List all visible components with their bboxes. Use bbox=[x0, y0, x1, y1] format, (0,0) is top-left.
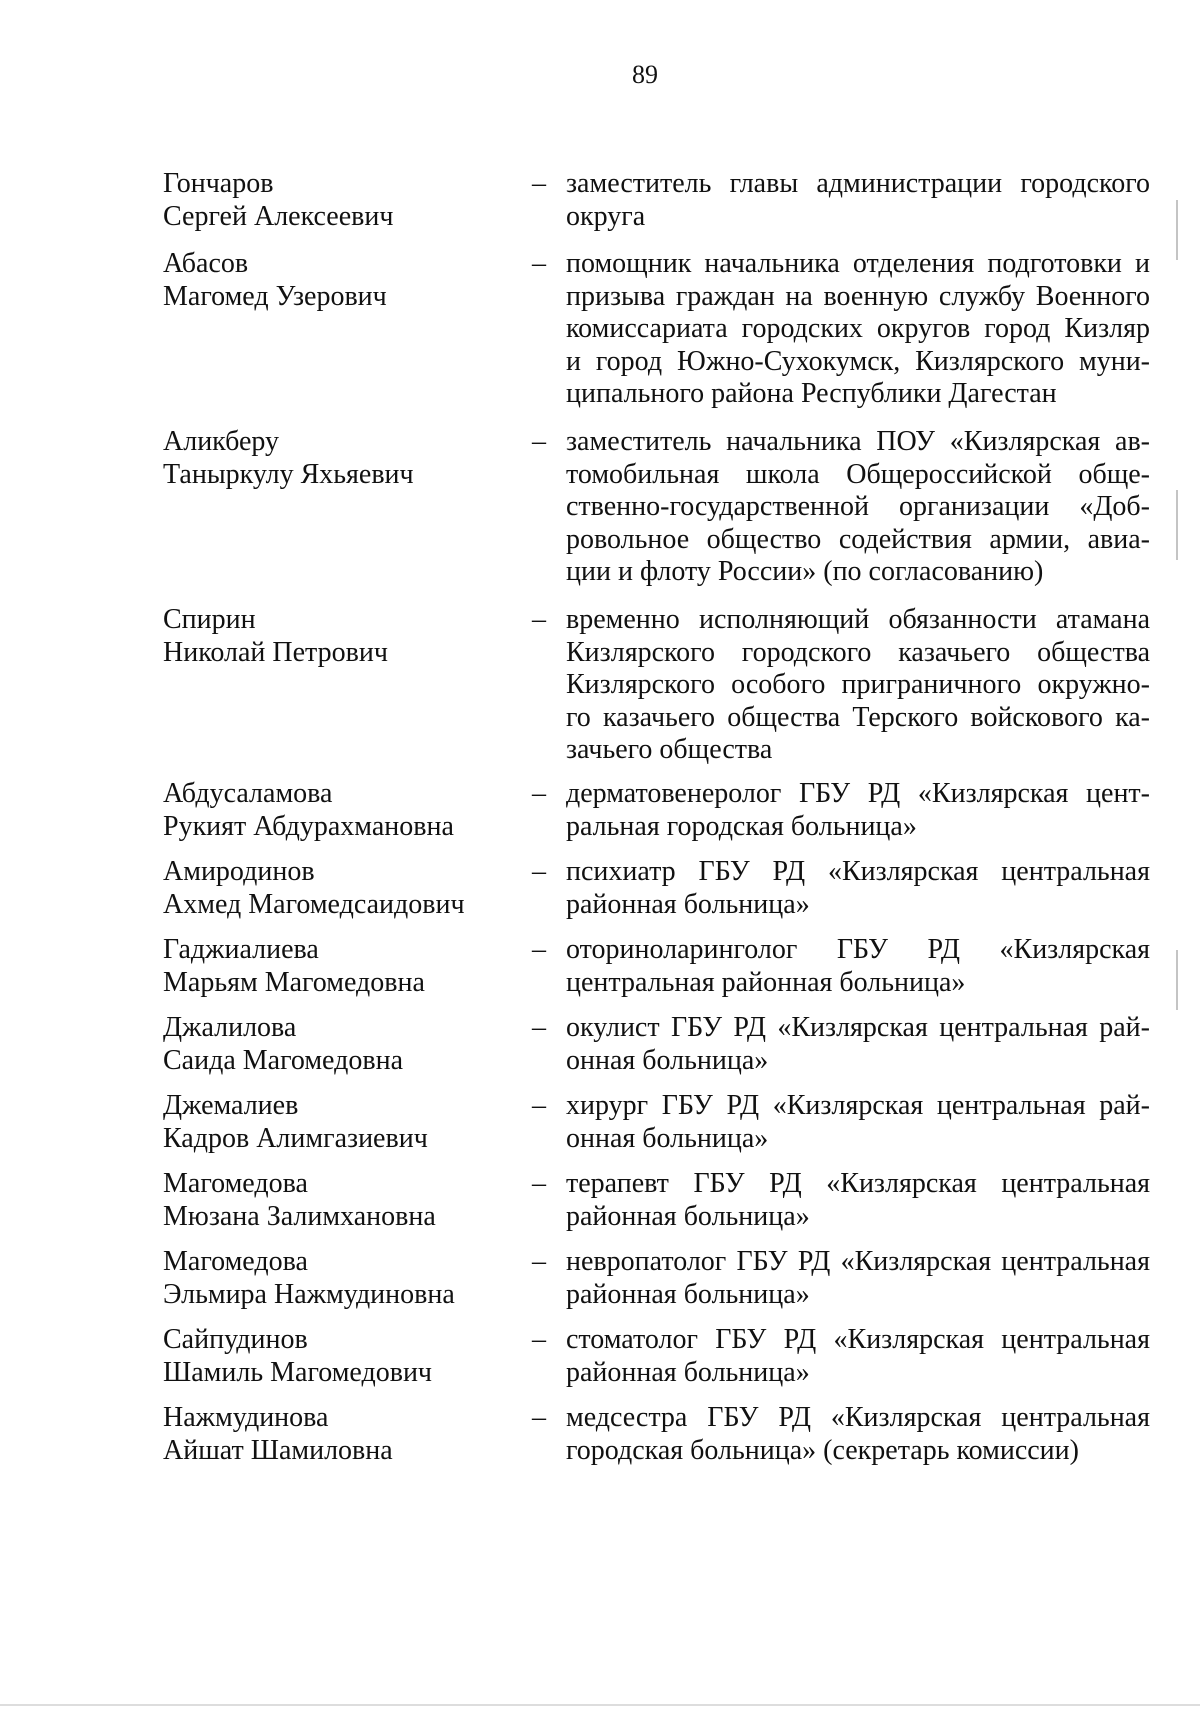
member-position-line: онная больница» bbox=[566, 1122, 769, 1154]
member-position-line: терапевт ГБУ РД «Кизлярская центральная bbox=[566, 1168, 1150, 1199]
member-given-names: Саида Магомедовна bbox=[163, 1044, 403, 1076]
member-name bbox=[163, 1168, 523, 1233]
member-position-line: ральная городская больница» bbox=[566, 810, 917, 842]
entry-dash: – bbox=[532, 1090, 546, 1121]
entry-dash: – bbox=[532, 856, 546, 887]
member-name bbox=[163, 778, 523, 843]
scan-edge-mark bbox=[1176, 200, 1178, 260]
scan-edge-mark bbox=[1176, 950, 1178, 1010]
entry-dash: – bbox=[532, 1324, 546, 1355]
entry-dash: – bbox=[532, 604, 546, 635]
member-surname: Спирин bbox=[163, 604, 256, 635]
member-position-line: Кизлярского особого приграничного окружно- bbox=[566, 669, 1150, 700]
member-position-line: районная больница» bbox=[566, 888, 810, 920]
member-position-line: помощник начальника отделения подготовки и bbox=[566, 248, 1150, 279]
member-position-line: дерматовенеролог ГБУ РД «Кизлярская цент- bbox=[566, 778, 1150, 809]
member-given-names: Николай Петрович bbox=[163, 636, 388, 668]
member-given-names: Магомед Узерович bbox=[163, 280, 387, 312]
member-position-line: Кизлярского городского казачьего общества bbox=[566, 636, 1150, 668]
member-position bbox=[566, 1324, 1150, 1389]
member-position bbox=[566, 1402, 1150, 1467]
member-position bbox=[566, 1246, 1150, 1311]
member-position-line: психиатр ГБУ РД «Кизлярская центральная bbox=[566, 856, 1150, 887]
member-name bbox=[163, 426, 523, 491]
member-given-names: Эльмира Нажмудиновна bbox=[163, 1278, 455, 1310]
member-position-line: онная больница» bbox=[566, 1044, 769, 1076]
member-position-line: и город Южно-Сухокумск, Кизлярского муни- bbox=[566, 345, 1150, 377]
member-position bbox=[566, 1168, 1150, 1233]
member-name bbox=[163, 856, 523, 921]
member-position bbox=[566, 778, 1150, 843]
member-position-line: ственно-государственной организации «Доб- bbox=[566, 491, 1150, 522]
member-position-line: оториноларинголог ГБУ РД «Кизлярская bbox=[566, 934, 1150, 965]
member-surname: Магомедова bbox=[163, 1168, 308, 1199]
member-position-line: районная больница» bbox=[566, 1278, 810, 1310]
member-position-line: призыва граждан на военную службу Военного bbox=[566, 280, 1150, 312]
member-position-line: районная больница» bbox=[566, 1356, 810, 1388]
member-position-line: ципального района Республики Дагестан bbox=[566, 378, 1057, 409]
member-given-names: Марьям Магомедовна bbox=[163, 966, 425, 998]
member-position-line: заместитель начальника ПОУ «Кизлярская ав- bbox=[566, 426, 1150, 457]
member-position-line: заместитель главы администрации городского bbox=[566, 168, 1150, 199]
member-surname: Магомедова bbox=[163, 1246, 308, 1277]
member-surname: Сайпудинов bbox=[163, 1324, 308, 1355]
member-position-line: ции и флоту России» (по согласованию) bbox=[566, 556, 1044, 587]
member-given-names: Сергей Алексеевич bbox=[163, 200, 394, 232]
member-position bbox=[566, 1012, 1150, 1077]
member-name bbox=[163, 1324, 523, 1389]
member-position-line: медсестра ГБУ РД «Кизлярская центральная bbox=[566, 1402, 1150, 1433]
entry-dash: – bbox=[532, 1402, 546, 1433]
entry-dash: – bbox=[532, 1012, 546, 1043]
member-given-names: Айшат Шамиловна bbox=[163, 1434, 393, 1466]
member-given-names: Кадров Алимгазиевич bbox=[163, 1122, 428, 1154]
member-name bbox=[163, 1012, 523, 1077]
member-surname: Джемалиев bbox=[163, 1090, 299, 1121]
entry-dash: – bbox=[532, 778, 546, 809]
member-given-names: Рукият Абдурахмановна bbox=[163, 810, 454, 842]
member-position bbox=[566, 1090, 1150, 1155]
member-position-line: временно исполняющий обязанности атамана bbox=[566, 604, 1150, 635]
member-surname: Аликберу bbox=[163, 426, 280, 457]
scan-edge-mark bbox=[0, 1704, 1200, 1706]
member-position-line: го казачьего общества Терского войскового ка- bbox=[566, 701, 1150, 733]
member-position bbox=[566, 426, 1150, 589]
member-position-line: томобильная школа Общероссийской обще- bbox=[566, 458, 1150, 490]
scan-edge-mark bbox=[1176, 490, 1178, 560]
entry-dash: – bbox=[532, 1246, 546, 1277]
member-name bbox=[163, 1402, 523, 1467]
member-position bbox=[566, 856, 1150, 921]
member-surname: Нажмудинова bbox=[163, 1402, 329, 1433]
member-surname: Амиродинов bbox=[163, 856, 315, 887]
member-position-line: районная больница» bbox=[566, 1200, 810, 1232]
member-position-line: ровольное общество содействия армии, авиа- bbox=[566, 523, 1150, 555]
member-position bbox=[566, 604, 1150, 767]
member-given-names: Мюзана Залимхановна bbox=[163, 1200, 436, 1232]
entry-dash: – bbox=[532, 168, 546, 199]
member-position bbox=[566, 248, 1150, 411]
member-position-line: центральная районная больница» bbox=[566, 966, 966, 998]
member-surname: Абдусаламова bbox=[163, 778, 333, 809]
member-position bbox=[566, 168, 1150, 233]
member-name bbox=[163, 604, 523, 669]
member-position-line: зачьего общества bbox=[566, 734, 773, 765]
member-position-line: комиссариата городских округов город Кизляр bbox=[566, 313, 1150, 344]
member-name bbox=[163, 934, 523, 999]
member-surname: Джалилова bbox=[163, 1012, 297, 1043]
member-position-line: хирург ГБУ РД «Кизлярская центральная рай- bbox=[566, 1090, 1150, 1121]
member-position-line: стоматолог ГБУ РД «Кизлярская центральная bbox=[566, 1324, 1150, 1355]
member-surname: Абасов bbox=[163, 248, 249, 279]
member-position-line: округа bbox=[566, 200, 646, 232]
member-name bbox=[163, 1246, 523, 1311]
member-surname: Гаджиалиева bbox=[163, 934, 319, 965]
member-given-names: Ахмед Магомедсаидович bbox=[163, 888, 465, 920]
member-position-line: невропатолог ГБУ РД «Кизлярская центральная bbox=[566, 1246, 1150, 1277]
member-position-line: городская больница» (секретарь комиссии) bbox=[566, 1434, 1079, 1466]
entry-dash: – bbox=[532, 426, 546, 457]
entry-dash: – bbox=[532, 248, 546, 279]
member-surname: Гончаров bbox=[163, 168, 274, 199]
page-number: 89 bbox=[632, 60, 658, 89]
member-given-names: Шамиль Магомедович bbox=[163, 1356, 433, 1388]
member-name bbox=[163, 1090, 523, 1155]
member-position-line: окулист ГБУ РД «Кизлярская центральная рай- bbox=[566, 1012, 1150, 1043]
entry-dash: – bbox=[532, 934, 546, 965]
member-position bbox=[566, 934, 1150, 999]
member-name bbox=[163, 248, 523, 313]
member-given-names: Таныркулу Яхьяевич bbox=[163, 458, 414, 490]
entry-dash: – bbox=[532, 1168, 546, 1199]
member-name bbox=[163, 168, 523, 233]
